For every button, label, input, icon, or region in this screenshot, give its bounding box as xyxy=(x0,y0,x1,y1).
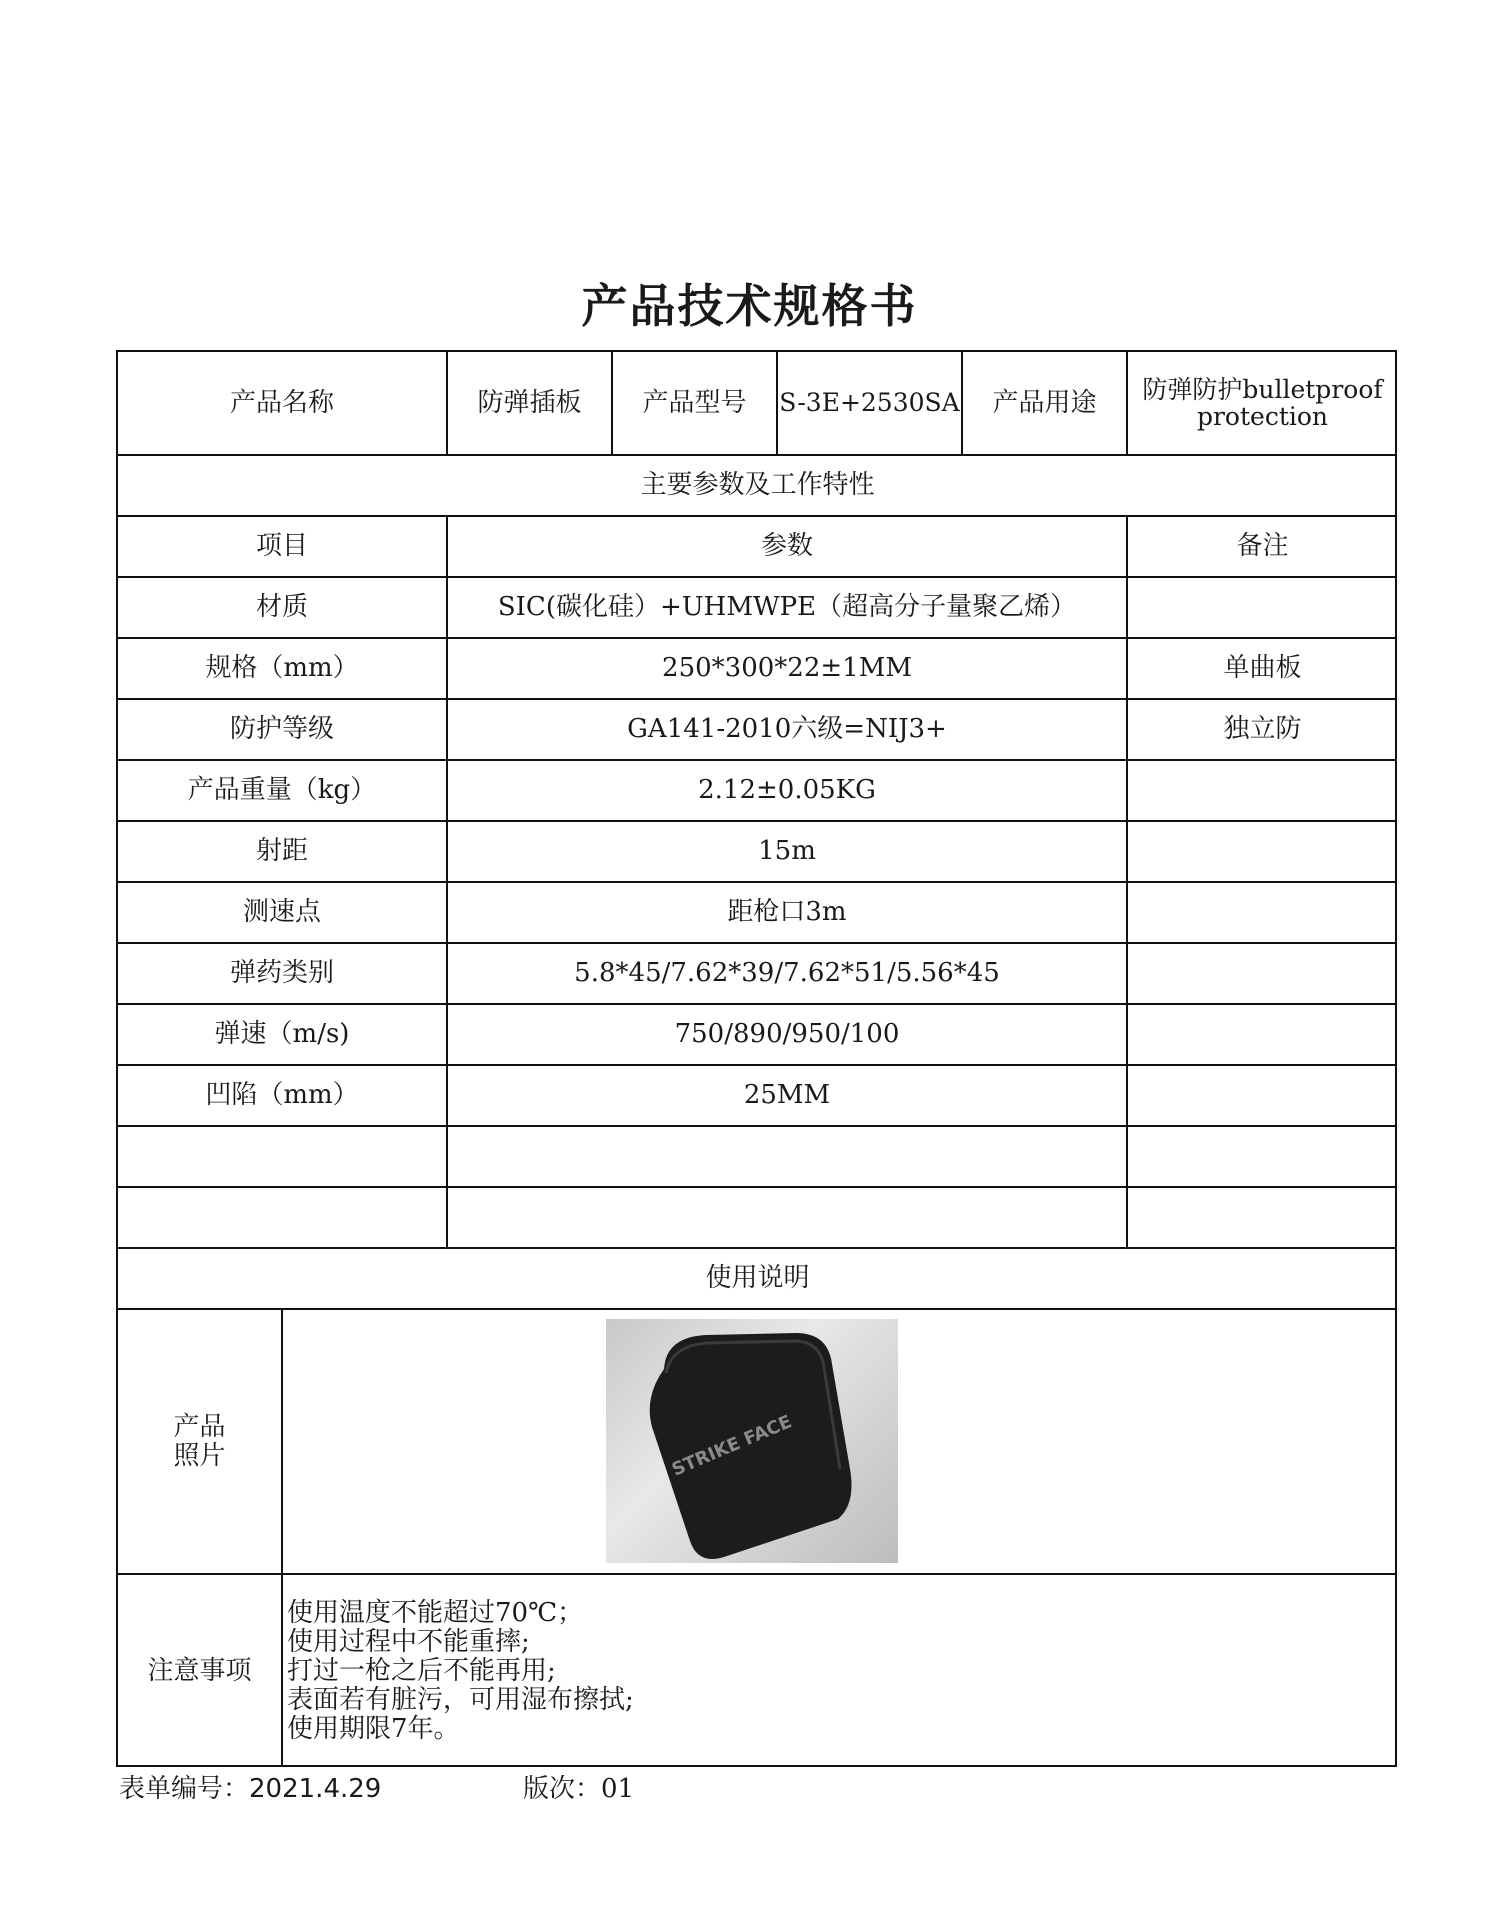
row-param xyxy=(448,1188,1128,1249)
row-param: 距枪口3m xyxy=(448,883,1128,944)
row-item: 弹药类别 xyxy=(118,944,448,1005)
plate-strike-face-text: STRIKE FACE xyxy=(668,1411,795,1481)
row-item: 防护等级 xyxy=(118,700,448,761)
product-name-value: 防弹插板 xyxy=(448,352,613,456)
note-line: 使用温度不能超过70℃； xyxy=(287,1597,584,1628)
column-param-header: 参数 xyxy=(448,517,1128,578)
row-remark xyxy=(1128,883,1397,944)
row-remark: 独立防 xyxy=(1128,700,1397,761)
row-item: 弹速（m/s) xyxy=(118,1005,448,1066)
note-line: 打过一枪之后不能再用; xyxy=(287,1655,556,1686)
row-item: 凹陷（mm） xyxy=(118,1066,448,1127)
row-param: 750/890/950/100 xyxy=(448,1005,1128,1066)
row-remark xyxy=(1128,578,1397,639)
note-line: 使用过程中不能重摔; xyxy=(287,1626,530,1657)
product-model-label: 产品型号 xyxy=(613,352,778,456)
product-use-value-line2: protection xyxy=(1196,402,1329,431)
row-item xyxy=(118,1127,448,1188)
photo-label-line1: 产品 xyxy=(173,1411,226,1442)
row-item: 射距 xyxy=(118,822,448,883)
product-name-label: 产品名称 xyxy=(118,352,448,456)
photo-label-line2: 照片 xyxy=(173,1440,226,1471)
row-remark xyxy=(1128,1005,1397,1066)
note-line: 表面若有脏污，可用湿布擦拭; xyxy=(287,1684,634,1715)
notes-label: 注意事项 xyxy=(118,1575,283,1767)
section-usage-heading: 使用说明 xyxy=(118,1249,1397,1310)
column-item-header: 项目 xyxy=(118,517,448,578)
row-remark xyxy=(1128,822,1397,883)
version-label: 版次： xyxy=(523,1774,602,1804)
column-remark-header: 备注 xyxy=(1128,517,1397,578)
product-use-label: 产品用途 xyxy=(963,352,1128,456)
photo-label xyxy=(118,1310,283,1575)
row-remark xyxy=(1128,761,1397,822)
row-param: 2.12±0.05KG xyxy=(448,761,1128,822)
row-param: 15m xyxy=(448,822,1128,883)
row-remark: 单曲板 xyxy=(1128,639,1397,700)
row-item: 材质 xyxy=(118,578,448,639)
row-item: 测速点 xyxy=(118,883,448,944)
row-param xyxy=(448,1127,1128,1188)
armor-plate-image xyxy=(606,1319,898,1563)
row-remark xyxy=(1128,1188,1397,1249)
note-line: 使用期限7年。 xyxy=(287,1713,460,1744)
row-param: 25MM xyxy=(448,1066,1128,1127)
form-number-label: 表单编号： xyxy=(119,1774,250,1804)
row-remark xyxy=(1128,1127,1397,1188)
row-param: 5.8*45/7.62*39/7.62*51/5.56*45 xyxy=(448,944,1128,1005)
form-number xyxy=(119,1768,381,1805)
version-value: 01 xyxy=(601,1774,635,1804)
row-item: 产品重量（kg） xyxy=(118,761,448,822)
version xyxy=(523,1768,634,1805)
row-param: GA141-2010六级=NIJ3+ xyxy=(448,700,1128,761)
row-remark xyxy=(1128,944,1397,1005)
row-param: 250*300*22±1MM xyxy=(448,639,1128,700)
row-remark xyxy=(1128,1066,1397,1127)
product-model-value: S-3E+2530SA xyxy=(778,352,963,456)
row-item: 规格（mm） xyxy=(118,639,448,700)
row-param: SIC(碳化硅）+UHMWPE（超高分子量聚乙烯） xyxy=(448,578,1128,639)
product-use-value xyxy=(1128,352,1397,456)
product-use-value-line1: 防弹防护bulletproof xyxy=(1142,374,1383,404)
document-title: 产品技术规格书 xyxy=(581,279,918,333)
form-number-value: 2021.4.29 xyxy=(249,1774,382,1804)
notes-list xyxy=(283,1575,1397,1767)
product-photo xyxy=(606,1319,898,1563)
section-params-heading: 主要参数及工作特性 xyxy=(118,456,1397,517)
row-item xyxy=(118,1188,448,1249)
